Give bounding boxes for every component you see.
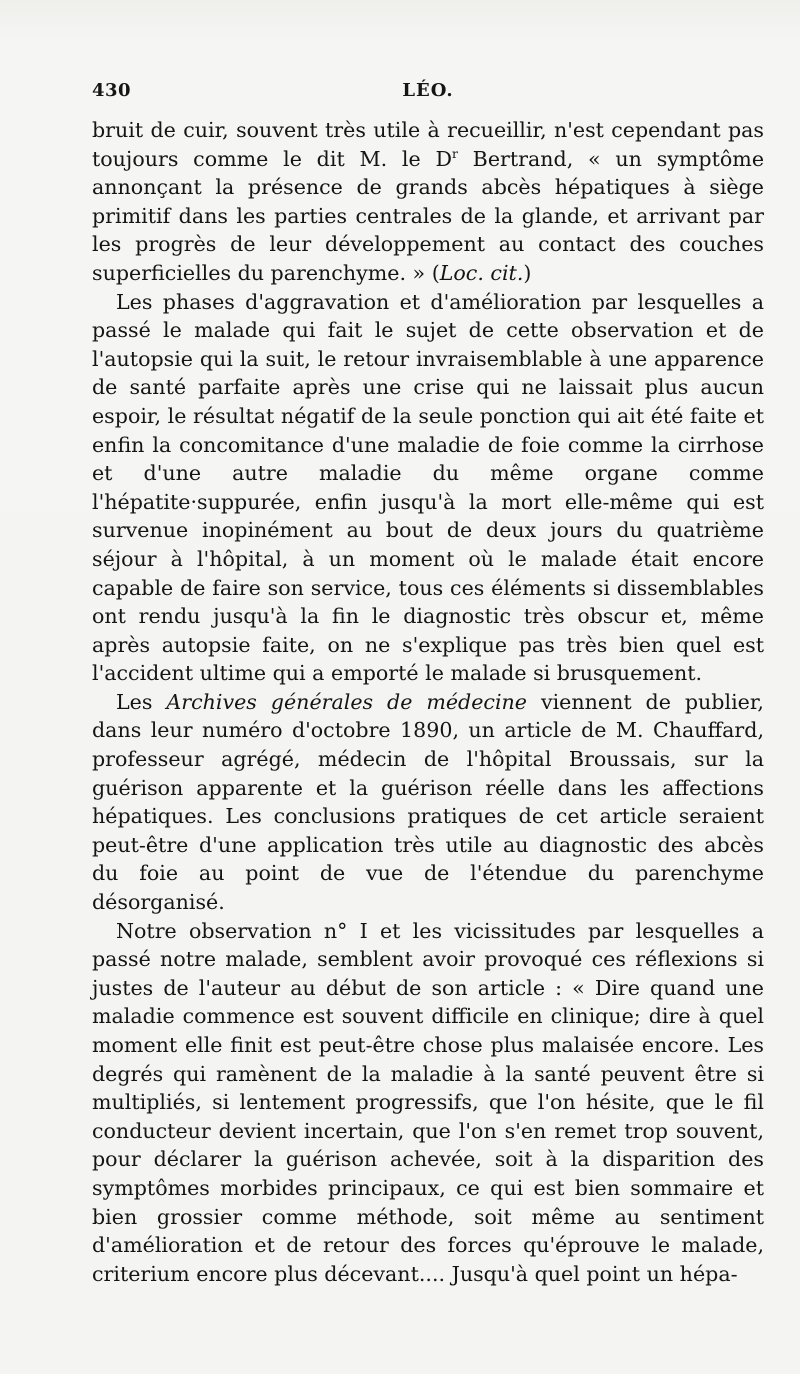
body-text bbox=[92, 116, 764, 1288]
paragraph-3 bbox=[92, 688, 764, 917]
page-number: 430 bbox=[92, 80, 132, 101]
page-header bbox=[92, 80, 764, 104]
journal-title: Archives générales de médecine bbox=[166, 689, 527, 714]
paragraph-3-text-a: Les bbox=[116, 689, 167, 714]
paragraph-1-text-b: Bertrand, « un symptôme annonçant la présence de grands abcès hépatiques à siège primitif dans les parties centrales de la glande, et arrivant par les progrès de leur développement au contact des couches superficielles du parenchyme. » ( bbox=[92, 146, 765, 285]
citation-reference: Loc. cit. bbox=[439, 260, 524, 285]
paragraph-3-text-b: viennent de publier, dans leur numéro d'octobre 1890, un article de M. Chauffard, professeur agrégé, médecin de l'hôpital Broussais, sur la guérison apparente et la guérison réelle dans les affections hépatiques. Les conclusions pratiques de cet article seraient peut-être d'une application très utile au diagnostic des abcès du foie au point de vue de l'étendue du parenchyme désorganisé. bbox=[92, 689, 764, 915]
running-title: LÉO. bbox=[402, 80, 454, 101]
paragraph-1-text-a: bruit de cuir, souvent très utile à recueillir, n'est cependant pas toujours comme le dit M. le D bbox=[92, 118, 764, 171]
paragraph-1 bbox=[92, 116, 764, 288]
paragraph-1-text-c: ) bbox=[523, 260, 532, 285]
paragraph-2: Les phases d'aggravation et d'amélioration par lesquelles a passé le malade qui fait le sujet de cette observation et de l'autopsie qui la suit, le retour invraisemblable à une apparence de santé parfaite après une crise qui ne laissait plus aucun espoir, le résultat négatif de la seule ponction qui ait été faite et enfin la concomitance d'une maladie de foie comme la cirrhose et d'une autre maladie du même organe comme l'hépatite·suppurée, enfin jusqu'à la mort elle-même qui est survenue inopinément au bout de deux jours du quatrième séjour à l'hôpital, à un moment où le malade était encore capable de faire son service, tous ces éléments si dissemblables ont rendu jusqu'à la fin le diagnostic très obscur et, même après autopsie faite, on ne s'explique pas très bien quel est l'accident ultime qui a emporté le malade si brusquement. bbox=[92, 289, 764, 686]
doctor-superscript: r bbox=[451, 146, 458, 161]
paragraph-4: Notre observation n° I et les vicissitudes par lesquelles a passé notre malade, semblent avoir provoqué ces réflexions si justes de l'auteur au début de son article : « Dire quand une maladie commence est souvent difficile en clinique; dire à quel moment elle finit est peut-être chose plus malaisée encore. Les degrés qui ramènent de la maladie à la santé peuvent être si multipliés, si lentement progressifs, que l'on hésite, que le fil conducteur devient incertain, que l'on s'en remet trop souvent, pour déclarer la guérison achevée, soit à la disparition des symptômes morbides principaux, ce qui est bien sommaire et bien grossier comme méthode, soit même au sentiment d'amélioration et de retour des forces qu'éprouve le malade, criterium encore plus décevant.... Jusqu'à quel point un hépa- bbox=[92, 918, 764, 1286]
